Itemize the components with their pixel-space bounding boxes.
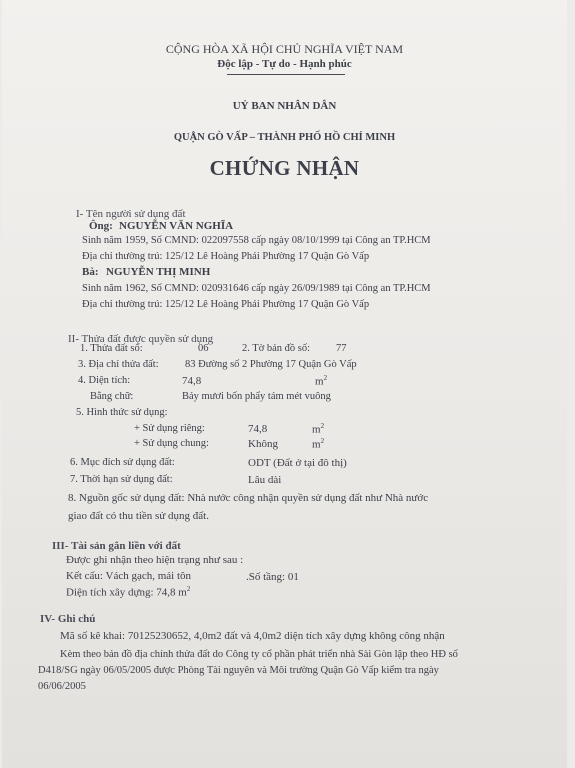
motto: Độc lập - Tự do - Hạnh phúc [217,58,352,70]
owner2-label: Bà: [82,266,99,278]
section-2-heading: II- Thửa đất được quyền sử dụng [68,333,214,345]
owner2-name: NGUYỄN THỊ MINH [106,266,211,278]
note-line-1: Mã số kê khai: 70125230652, 4,0m2 đất và 4,0m2 diện tích xây dựng không công nhận [60,630,445,642]
shared-use-value: Không [248,438,278,450]
land-origin-line-2: giao đất có thu tiền sử dụng đất. [68,510,209,522]
section-4-heading: IV- Ghi chú [40,613,96,625]
parcel-value: 06 [198,343,209,354]
district-heading: QUẬN GÒ VẤP – THÀNH PHỐ HỒ CHÍ MINH [173,132,396,143]
private-use-value: 74,8 [248,423,268,435]
address-label: 3. Địa chỉ thửa đất: [78,359,159,370]
address-value: 83 Đường số 2 Phường 17 Quận Gò Vấp [185,359,357,370]
term-label: 7. Thời hạn sử dụng đất: [70,474,173,485]
private-use-label: + Sử dụng riêng: [134,423,205,434]
committee-heading: UỶ BAN NHÂN DÂN [232,100,337,112]
section-1-heading: I- Tên người sử dụng đất [76,208,186,220]
purpose-value: ODT (Đất ở tại đô thị) [248,457,347,469]
asset-built-area: Diện tích xây dựng: 74,8 $m^2$ [66,585,191,599]
owner1-name: NGUYỄN VĂN NGHĨA [119,220,234,232]
map-sheet-value: 77 [336,343,347,354]
owner2-address: Địa chỉ thường trú: 125/12 Lê Hoàng Phái Phường 17 Quận Gò Vấp [82,299,370,310]
note-line-3: D418/SG ngày 06/05/2005 được Phòng Tài nguyên và Môi trường Quận Gò Vấp kiểm tra ngày [38,665,439,676]
asset-structure: Kết cấu: Vách gạch, mái tôn [66,570,192,582]
usage-form-label: 5. Hình thức sử dụng: [76,407,168,418]
shared-use-unit: $m^2$ [312,437,325,451]
purpose-label: 6. Mục đích sử dụng đất: [70,457,175,468]
private-use-unit: $m^2$ [312,422,325,436]
area-words-value: Bảy mươi bốn phẩy tám mét vuông [182,391,331,402]
asset-recorded-line: Được ghi nhận theo hiện trạng như sau : [66,554,244,566]
section-3-heading: III- Tài sản gắn liền với đất [52,540,181,552]
note-line-4: 06/06/2005 [38,681,86,692]
note-line-2: Kèm theo bản đồ địa chính thửa đất do Công ty cổ phần phát triển nhà Sài Gòn lập theo HĐ số [60,649,458,660]
motto-underline [227,74,345,75]
document-title: CHỨNG NHẬN [209,156,360,180]
area-value: 74,8 [182,375,202,387]
certificate-page [2,0,567,768]
owner1-id: Sinh năm 1959, Số CMND: 022097558 cấp ngày 08/10/1999 tại Công an TP.HCM [82,235,431,246]
term-value: Lâu dài [248,474,282,486]
map-sheet-label: 2. Tờ bản đồ số: [242,343,311,354]
owner2-id: Sinh năm 1962, Số CMND: 020931646 cấp ngày 26/09/1989 tại Công an TP.HCM [82,283,431,294]
owner1-label: Ông: [89,220,113,232]
republic-heading: CỘNG HÒA XÃ HỘI CHỦ NGHĨA VIỆT NAM [165,42,404,56]
asset-floors: .Số tầng: 01 [246,571,299,583]
area-words-label: Bằng chữ: [90,391,134,402]
area-unit: $m^2$ [315,374,328,388]
owner1-address: Địa chỉ thường trú: 125/12 Lê Hoàng Phái Phường 17 Quận Gò Vấp [82,251,370,262]
shared-use-label: + Sử dụng chung: [134,438,209,449]
land-origin-line-1: 8. Nguồn gốc sử dụng đất: Nhà nước công nhận quyền sử dụng đất như Nhà nước [68,492,429,504]
area-label: 4. Diện tích: [78,375,131,386]
parcel-label: 1. Thửa đất số: [80,343,143,354]
